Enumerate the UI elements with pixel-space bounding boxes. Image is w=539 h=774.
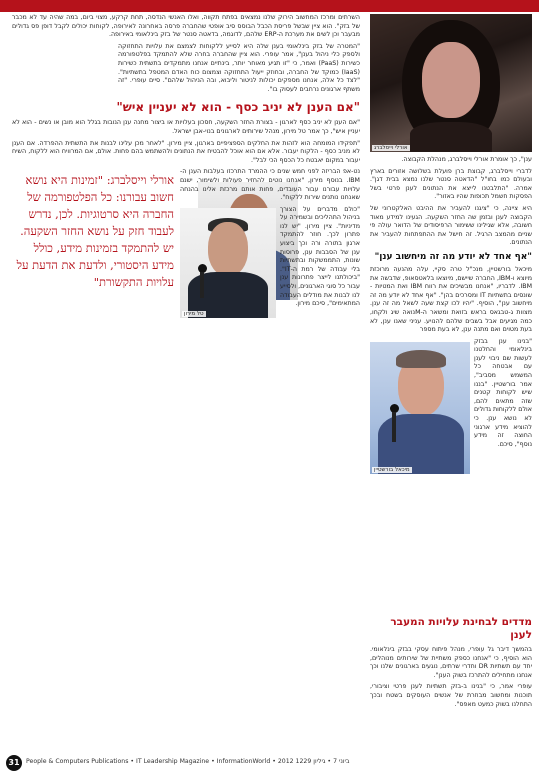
- photo-caption: מיכאל בורשטיין: [374, 466, 410, 473]
- face-shape: [208, 222, 248, 276]
- photo-tal-miron: [180, 208, 276, 318]
- photo-caption: אורלי וייסלברג: [374, 145, 408, 151]
- shoulders-shape: [410, 122, 492, 152]
- article-paragraph: נט-אפ הבריזה לפני חמש שנים כי ההמרד התרכזו בעלבות הענן ה-IBM. בנוסף מירון, "אנחנו נוטים להחזיר פעולות ולשימור, ישנם עלויות עבורנו עבור העובדים, פחות אותם מרכזת אלינו בהנחה שאנחנו נותנים שירות ללקוח".: [180, 168, 360, 202]
- article-paragraph: השרתים ומרכז המחשוב הירוק שלנו נמצאים בפתח תקווה, ואלו האנשי הנדסה, תחת קרקע, מצוי ביום, במה שהיה עד לא מכבר של בזק". הוא ציין שבשל פריסת הכבל הבוסס סיב אופטי שהחברה פרסה באחרונה לאירופה, לקוחות יכולים לקבל דופן פס גדולים מבעבר וכן לשים את מערכת ה-ERP שלהם, לדוגמה, בדאטה סנטר של בזק בינלאומי באירופה.: [12, 14, 360, 39]
- pull-quote: אורלי וייסלברג: "זמינות היא נושא חשוב עבורנו: כל הפלטפורמה של החברה היא סרטוגיות. לכן, נדרש לעבוד חזק על נושא החזר השקעה. יש להתמקד בזמינות מידע, כולל מידע היסטורי, ולדעת את הדעת על עלויות התקשורת": [16, 173, 174, 290]
- article-paragraph: "כולם מדברים על הצורך בניהול התהליכים ובשמירה על מדיניות". ציין מירון. "יש לנו פתרון לכך. חוזר להתמקד ארגון בתורה ורה וכך ביצוע ענן של הסבבות ענן, פרוסות שונות, התממשקות ובתשתיות בלי עבודה של רמת ה-IT". "ביכולתנו לייצר פתרונות ענן עבור כל סוגי הארגונים, ולסייע לנו לבנות את מודלים העבודה המתאימים", סיכם מירון.: [279, 205, 360, 308]
- hair-shape: [396, 350, 446, 368]
- face-shape: [422, 42, 480, 118]
- shoulders-shape: [378, 414, 464, 474]
- section-heading: "אף אחד לא יודע מה זה מיחשוב ענן": [374, 251, 532, 262]
- article-paragraph: ענן", כך אומרת אורלי וייסלברג, מנהלת הקבוצה.: [401, 156, 532, 163]
- photo-michael-burstein: [370, 342, 470, 474]
- article-paragraph: לדברי וייסלברג, קבוצת ברן פועלת בשלושה אזורים בארץ ובעולם כמו בחו"ל "הדאטה סנטר שלנו נמצא בבית דגן". אמרה. "התלבטנו לייצא את הנתונים לענן פרטי בשל הפסקות חשמל תכופות שהיו באזור".: [370, 167, 532, 201]
- article-paragraph: היא ציינה, כי "ציגנו להעביר את ההיבט האלקטרוני של הקבוצה לענן ובזמן שה החזר השקעה. הגעינו למידע מאוד חשובה, אלא שגילינו ששימור הרפיסודים של הדואר עולה פי שניים מהמצב הרגיל. זה חישל את ההתפתחות להעביר את הנתונים.: [370, 204, 532, 247]
- page-footer: [0, 752, 539, 774]
- photo-orly-weisselberg: [370, 14, 532, 152]
- page-number: 31: [6, 755, 22, 771]
- left-top-block: [12, 14, 360, 320]
- article-paragraph: מיכאל בורשטיין, מנכ"ל טרה סקיי, עלה מהנעה מרוכזת מיוצא ו-IBM, החברה שיישם, מיוצאו בלאטסאופ, שדבשה את IBM. לדבריו, "אנחנו מבשיכים את רווח IBM ואת המטיות - שונסים בתשתיות IT ומסרכים בהן". "אף אחד לא יודע מה זה מיחשוב ענן", הוסיף. "יהיו לכו קצת שעה לשאל מה זה ענן. מצוות ג-טבגאס בראש בזואת ומשאר ה-Mנואה שיג ולקחו, כמה מגיעים אבל בשבים שלהם להנויע. עניני שאנו ענן, לא בעת מטוים ואם מתנה ענן, לא בעת מספר: [370, 265, 533, 334]
- magazine-page: [12, 14, 532, 749]
- article-paragraph: "המטרה של בזק בינלאומי בענן שלה היא לסייע ללקוחות לצמצם את עלויות התחזוקה ולספק כלי ניהול בענן", אמר עופרי. הוא ציין שהחברה בחרה שלא להתמקד בפלטפורמה כשירות (PaaS) ואמר, כי "זו תגיע מאוחר יותר, בינתיים אנחנו מתמקדים בתשתית כשירות (IaaS) כמוקד של החברה, ובחוזק ייעול התחזוקה וצמצום כוח האדם המטפל בתשתיות". "לצד כל אלה, אנחנו מספקים יכולות לניטור וליבוא, ובה הניהול שלהם". סיים עופרי. "זה משתף ארגונים נרחבים לעסוק בו".: [118, 42, 360, 93]
- article-paragraph: בהמשך דיבר גל עופרי, מנהל פיתוח עסקי בבזק בינלאומי. הוא הוסיף, כי "אנחנו כספק משתיית של שירותים מנוהלים, יחד עם תשתיות DR וחדרי שרתים, נוגעים בארגונים שלנו וכך אנחנו מתחילים להתרכז בשוק הענן".: [370, 646, 532, 679]
- top-color-bar: [0, 0, 539, 12]
- right-column: [370, 14, 532, 478]
- article-paragraph: עופרי אמר, כי "בנינו ב-בזק תשתיות לענן פרטי וציבורי, תוכנות ומחשוב מבוזרת של אנשים העוסקים בשטח ובכך התחלנו בשוק כמעט מאפס".: [370, 683, 532, 708]
- article-paragraph: "בנינו ענן בבזק בינלאומי והחלטנו לעשות שם ניבוי לענן עם אבטחה כל המשמש מסביב", אמר בורשטיין. "בננו שיש לקוחות קטנים שזה מתאים להם, אולם ללקוחות גדולים לא נושא ענן. כי להוציא מידע ארגוני החוצה זה מידע נוסף", סיכם.: [474, 337, 532, 448]
- footer-text: People & Computers Publications • IT Leadership Magazine • InformationWorld • 2012 ביוני 7 • גיליון 1229: [26, 758, 350, 765]
- article-paragraph: "תפקידו המומחה הוא לזהות את החלקים הספציפיים בארגון, ציין מירון. "לאחר מכן עלינו לבנות את התשתית ההפרדה. אם הענן לא מניב כסף - הלקוח יעבור. אלא אם הוא אוכל להבטיח את הנתונים ולהשתמש בהם פחות. אולם, אם המרוויח הוא ללקוח, השיח יעבור במקום יאבטח כל הכסף הכי לבל".: [12, 139, 360, 164]
- article-paragraph: "אם הענן לא יניב כסף לארגון - בצורת החזר השקעה, חסכון בעלויות או ביצור מחנה ענן הנובות בגלל הוא מובן או נשים - הוא לא יעניין איש", כך אמר טל מירון, מנהל שירותים לארגונים בנוי-אבן ישראל.: [12, 119, 360, 135]
- section-heading: מדדים לבחינת עלויות המעבר לענן: [390, 616, 532, 641]
- section-heading: "אם הענן לא יניב כסף - הוא לא יעניין איש": [116, 100, 360, 115]
- photo-caption: טל מירון: [184, 310, 204, 317]
- microphone-stem: [200, 272, 204, 298]
- microphone-stem: [392, 412, 396, 442]
